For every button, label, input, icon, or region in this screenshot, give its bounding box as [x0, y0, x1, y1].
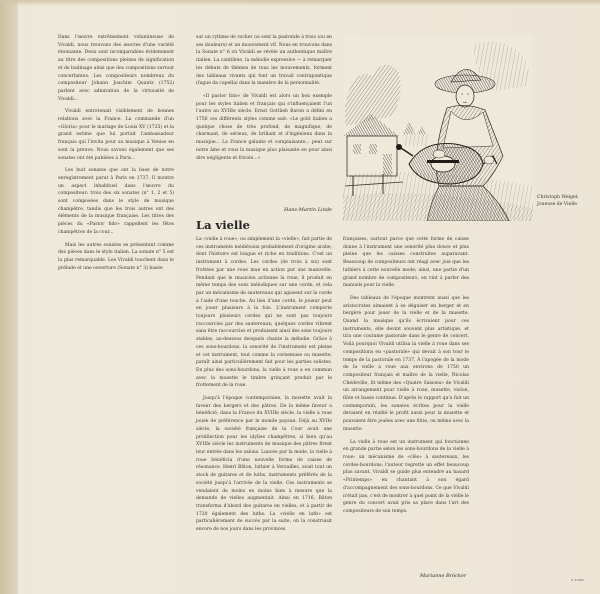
- article-column-2: [196, 34, 332, 167]
- paragraph: sur un rythme de rocher ou sont la pastorale à trois (ou en ses douleurs) et un mouvement vif. Nous en trouvons dans la Sonate n° 6 où Vivaldi se révèle un authentique maître italien. La cantilène, la mélodie expressive — à remarquer les débuts de thèmes de tous les mouvements, forment des tableaux vivants qui font un travail contrapuntique (fugue da capella) dans la manière de la personnalité.: [196, 35, 332, 87]
- paragraph: La vielle à roue est un instrument qui fonctionne en grande partie selon les sons-bourdons de la vielle à roue: un mécanisme de «clés» à sautereaux, les cordes-bourdons; l'auteur regrette un effet beaucoup plus savant. Vivaldi se guide plus entendre au hasard «Printemps» en chantant à son égard d'accompagnement des sons-bourdons. Ce que Vivaldi n'était pas, c'est de montrer à quel point de la vielle le genre du concert avait pris sa place dans l'art des compositeurs de son temps.: [343, 439, 469, 514]
- paragraph: Mais les autres sonates se présentent comme des pièces dans le style italien. La sonate n° 5 est la plus remarquable. Les Vivaldi touchent dans le prélude et une ouverture (Sonate n° 3) basée: [58, 242, 174, 271]
- paragraph: Les huit sonates que ont la base de notre enregistrement parut à Paris en 1737. Il montre un aspect inhabituel dans l'œuvre du compositeur: trois des six sonates (n° 1, 2 et 5) sont composées dans le style de musique champêtre, tandis que les trois autres ont des éléments de la musique française. Les titres des pièces du «Pastor fido» rappellent les fêtes champêtres de la cour...: [58, 168, 174, 235]
- paragraph: Jusqu'à l'époque contemporaine, la musette avait la faveur des bergers et des pâtres. De la même faveur a bénéficié, dans la France du XVIIIe siècle, la vielle à roue jouée de préférence par le monde paysan. Déjà au XVIIe siècle, la société française de la Cour avait une prédilection pour les idylles champêtres, si bien qu'au XVIIIe siècle les instruments de musique des pâtres firent leur entrée dans les salons. Lancée par la mode, la vielle à roue bénéficia d'une nouvelle forme de caisse de résonance. Henri Bâton, luthier à Versailles, avait tout un stock de guitares et de luths, instruments préférés de la société jusqu'à l'arrivée de la vielle. Ces instruments se vendaient de moins en moins bien à mesure que la demande de vielles augmentait. Ainsi en 1716, Bâton transforma d'abord des guitares en vielles, et à partir de 1720 également des luths. La «vielle en luth» est particulièrement de succès par la suite, on la construisit encore de nos jours dans les provinces: [196, 396, 332, 533]
- paragraph: Des tableaux de l'époque montrent aussi que les aristocrates aimaient à se déguiser en berger et en bergère pour jouer de la vielle et de la musette. Quand la musique qu'ils écrivaient pour ces instruments, elle devint souvent plus artistique, et tira une coutume pastorale dans le genre de concert. Voilà pourquoi Vivaldi utilisa la vielle à roue dans ses compositions en «pastorale» qui devait à son tour le temps de la pastorale en 1737. À l'apogée de la mode de la vielle à roue aux environs de 1750 un compositeur français et maître de la vielle, Nicolas Chédeville, fit même des «Quatre Saisons» de Vivaldi un arrangement pour vielle à roue, musette, violon, flûte et basse continue. D'après le rapport qu'a fait un contemporain, les sonates écrites pour la vielle devaient en réalité le profit aussi pour la musette et pouvaient être jouées avec une flûte, ou même avec la musette.: [343, 295, 469, 432]
- paragraph: La «vielle à roue», ou simplement la «vielle», fait partie de ces instruments médiévaux probablement d'origine arabe, dont l'histoire est longue et riche en traditions. C'est un instrument à cordes. Les cordes (de trois à six) sont frottées par une roue mue en action par une manivelle. Pendant que le musicien actionne la roue, il produit en même temps des sons mélodiques sur une corde, et cela par un mécanisme de sautereaux qui agissent sur la corde à l'aide d'une touche. Au lieu d'une corde, le joueur peut en jouer plusieurs à la fois. L'instrument comporte toujours plusieurs cordes qui ne sont pas toujours raccourcies par des sautereaux; quelques cordes vibrent sans être raccourcies et produisent ainsi des sons toujours stables, au-dessous desquels chante la mélodie. Grâce à ces sons-bourdons, la sonorité de l'instrument est pleine et cet instrument, tout comme la cornemuse ou musette, paraît ainsi particulièrement fait pour les parties solistes. En plus des sons-bourdons, la vielle à roue a en commun avec la musette le timbre grinçant produit par le frottement de la roue.: [196, 237, 332, 389]
- article-column-3: [196, 236, 332, 539]
- paragraph: Vivaldi entretenait visiblement de bonnes relations avec la France. La commande d'un «Gloria» pour le mariage de Louis XV (1725) et la grand estime que lui portait l'ambassadeur français qui l'invita pour sa musique à Venise en sont la preuve. Nous savons également que ses sonates ont été publiées à Paris...: [58, 109, 174, 161]
- article-column-4: [343, 236, 469, 521]
- catalog-number: 6.41203: [571, 578, 584, 582]
- sleeve-spine-edge: [0, 0, 18, 594]
- article-title: La vielle: [196, 218, 250, 232]
- author-signature: Hans-Martin Linde: [283, 207, 332, 213]
- figure-caption: [537, 195, 592, 209]
- caption-title: Joueuse de Vielle: [537, 201, 577, 207]
- author-signature: Marianne Bröcker: [420, 573, 467, 579]
- paragraph: françaises, surtout parce que cette forme de caisse donne à l'instrument une sonorité plus douce et plus pleine que les caisses construites auparavant. Beaucoup de compositeurs ont réagi avec joie que les luthiers à cette nouvelle mode; ainsi, une partie d'un grand nombre de compositeurs, en vint à parler des manuels pour la vielle.: [343, 237, 469, 289]
- paragraph: «Il pastor fido» de Vivaldi est alors un bon exemple pour les styles italien et français qui s'influençaient l'un l'autre au XVIIIe siècle. Ernst Gottlieb Baron a défini en 1756 ces différents styles comme suit: «Le goût italien a quelque chose de très profond, de magnifique, de charmant, de sérieux, de brillant et d'ingénieux dans la musique... La France galante et complaisante... peut sur notre âme et vous la musique plus plaisante en pour ainsi dire négligente et frivole...»: [196, 93, 332, 161]
- sleeve-top-edge: [0, 0, 600, 6]
- article-column-1: [58, 34, 174, 277]
- paragraph: Dans l'œuvre extrêmement volumineuse de Vivaldi, nous trouvons des œuvres d'une variété étonnante. Deux sont incomparables évidemment au titre des compositions pleines de signification et de badinage ainsi que des compositions surtout concertantes. Les compositeurs nombreux du compositeur Johann Joachim Quantz (1752) parlent avec admiration de la virtuosité de Vivaldi...: [58, 35, 174, 102]
- engraving-hurdy-gurdy-player: [343, 36, 533, 221]
- caption-artist: Christoph Weigel:: [537, 195, 579, 200]
